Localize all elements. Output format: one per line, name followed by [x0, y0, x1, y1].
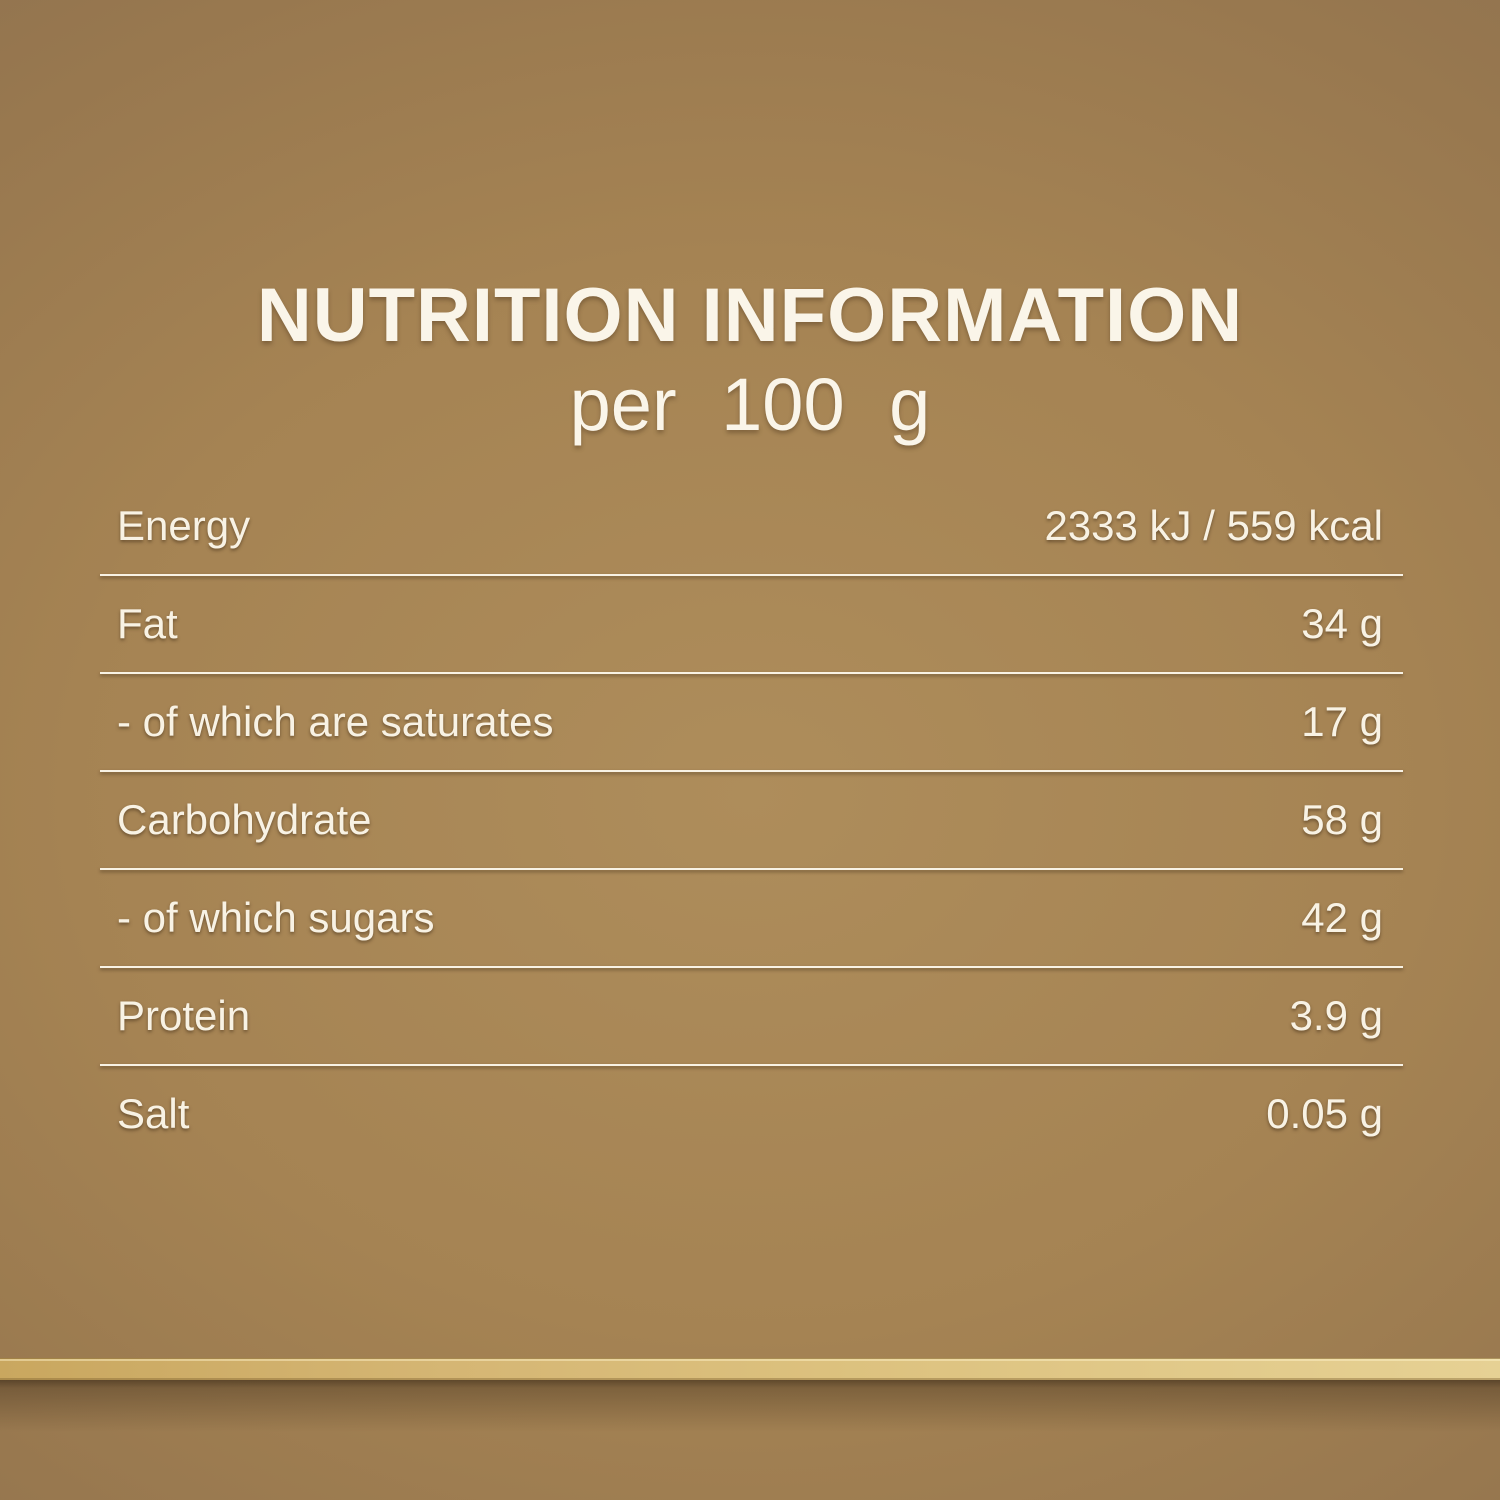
table-row-carbohydrate: [100, 771, 1403, 869]
row-label: Protein: [117, 992, 251, 1039]
nutrition-table: [100, 477, 1403, 1163]
gold-divider-band: [0, 1358, 1500, 1380]
table-row-salt: [100, 1065, 1403, 1163]
row-value: 2333 kJ / 559 kcal: [1044, 502, 1383, 549]
row-label: - of which sugars: [117, 894, 435, 941]
row-value: 0.05 g: [1266, 1090, 1383, 1137]
row-value: 3.9 g: [1289, 992, 1383, 1039]
serving-size-subtitle: per 100 g: [569, 363, 931, 446]
row-label: Fat: [117, 600, 178, 647]
table-row-protein: [100, 967, 1403, 1065]
table-row-sugars: [100, 869, 1403, 967]
row-value: 42 g: [1301, 894, 1383, 941]
table-row-fat: [100, 575, 1403, 673]
row-label: Carbohydrate: [117, 796, 372, 843]
row-label: Salt: [117, 1090, 190, 1137]
table-row-energy: [100, 477, 1403, 575]
row-label: Energy: [117, 502, 251, 549]
row-value: 17 g: [1301, 698, 1383, 745]
page-title: NUTRITION INFORMATION: [256, 273, 1244, 358]
gold-band-shadow: [0, 1380, 1500, 1432]
row-value: 34 g: [1301, 600, 1383, 647]
row-label: - of which are saturates: [117, 698, 554, 745]
row-value: 58 g: [1301, 796, 1383, 843]
table-row-saturates: [100, 673, 1403, 771]
